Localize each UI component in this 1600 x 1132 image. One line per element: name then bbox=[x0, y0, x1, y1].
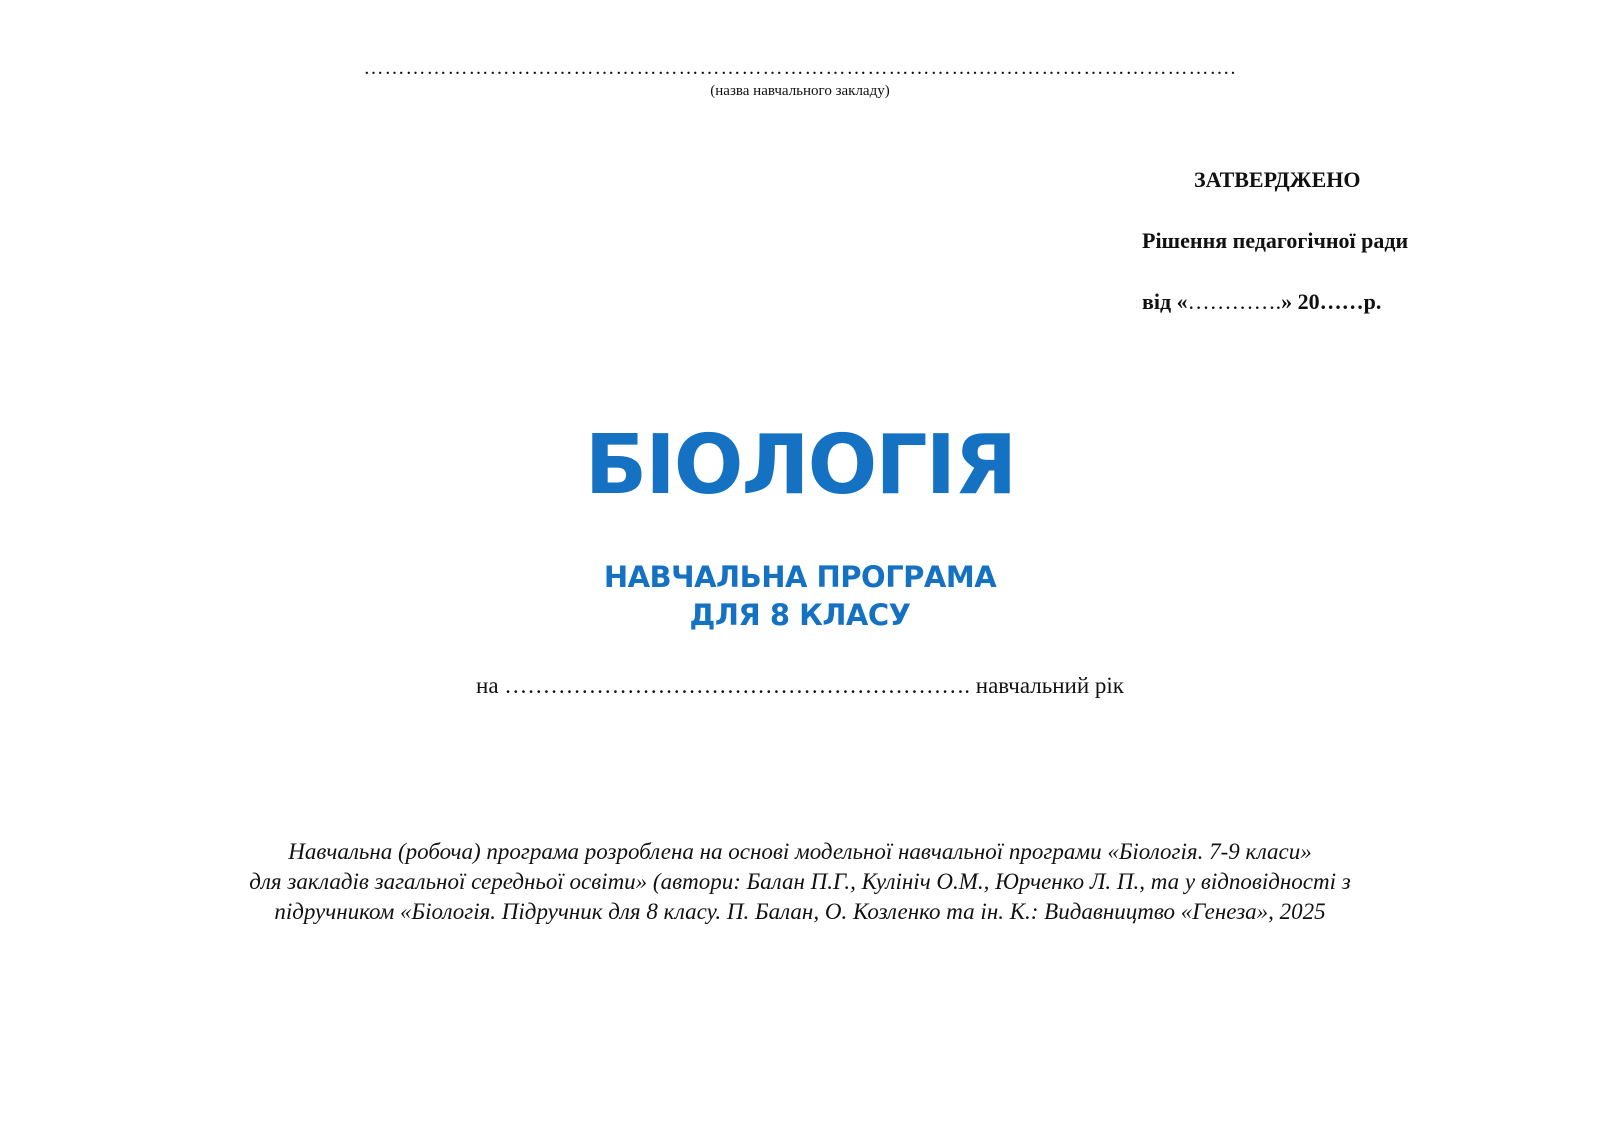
note-line-1: Навчальна (робоча) програма розроблена на основі модельної навчальної програми «Біологія. 7-9 класи» bbox=[288, 839, 1312, 864]
note-line-2: для закладів загальної середньої освіти» (автори: Балан П.Г., Кулініч О.М., Юрченко Л. П., та у відповідності з bbox=[249, 869, 1351, 894]
date-suffix: » 20……р. bbox=[1281, 289, 1382, 314]
academic-year-line: на ……………………………………………………. навчальний рік bbox=[476, 673, 1124, 698]
institution-block bbox=[0, 56, 1600, 100]
approval-date bbox=[1142, 288, 1562, 316]
approval-block bbox=[1142, 166, 1562, 316]
institution-caption: (назва навчального закладу) bbox=[710, 83, 890, 99]
council-decision: Рішення педагогічної ради bbox=[1142, 228, 1409, 253]
institution-name-placeholder: …………………………………………………………………………….………………………………. bbox=[363, 57, 1237, 79]
approved-heading: ЗАТВЕРДЖЕНО bbox=[1194, 167, 1361, 192]
program-basis-note bbox=[0, 837, 1600, 927]
note-line-3: підручником «Біологія. Підручник для 8 класу. П. Балан, О. Козленко та ін. К.: Видавництво «Генеза», 2025 bbox=[274, 899, 1326, 924]
document-subtitle bbox=[0, 558, 1600, 634]
date-prefix: від « bbox=[1142, 289, 1188, 314]
subtitle-line-2: ДЛЯ 8 КЛАСУ bbox=[689, 598, 911, 632]
date-fill: …………. bbox=[1187, 289, 1282, 314]
subtitle-line-1: НАВЧАЛЬНА ПРОГРАМА bbox=[603, 560, 997, 594]
document-title: БІОЛОГІЯ bbox=[584, 418, 1016, 513]
